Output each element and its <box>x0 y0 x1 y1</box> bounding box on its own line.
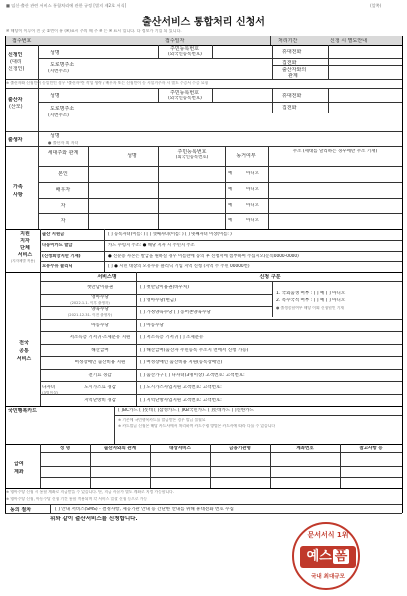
applicant-section-label: 신청인 <box>8 52 23 58</box>
national-row-service: 전기료 경감 <box>88 372 112 378</box>
national-row-divider <box>40 356 402 357</box>
local-section-l4: 서비스 <box>17 252 33 258</box>
family-row-yes[interactable]: 예 <box>228 171 233 176</box>
footer-note1: ※ 영아수당 신청 시 통합 계좌로 지급받을 수 있습니다. 단, 지급 사유가 별도 계좌로 지정 가능합니다. <box>6 490 174 494</box>
national-right-line1: 1. 국외출생 여부 : [ ] 예 [ ] 아니오 <box>276 291 346 296</box>
national-row-service: 양육수당 <box>91 307 109 312</box>
family-section-label2: 사항 <box>13 192 23 198</box>
card-note1: ※ 기존에 국민행복카드를 발급받은 경우 발급 불필요 <box>118 418 206 422</box>
national-row-service: 아동수당 <box>91 322 109 328</box>
baby-name-label: 성명 <box>50 133 60 139</box>
national-row-service: 여성장애인 출산비용 지원 <box>74 360 126 365</box>
seal-top-text: 문서서식 1위 <box>307 531 349 539</box>
family-col-name: 성명 <box>127 153 137 159</box>
national-right-line3: ● 출생종합여부 해당 이외 신청원인 기재 <box>276 306 345 310</box>
receipt-no-label: 접수번호 <box>12 38 32 44</box>
national-right-line2: 2. 복수국적 여부 : [ ] 예 [ ] 아니오 <box>276 298 346 303</box>
national-row-type[interactable]: [ ] 가정양육수당 [ ] 농어촌양육수당 <box>140 310 211 315</box>
applicant-address-label: 도로명주소 <box>50 62 75 68</box>
national-head-type: 신청 구분 <box>259 274 281 280</box>
national-row-divider <box>40 306 272 307</box>
local-section-l2: 지자 <box>20 238 30 244</box>
family-row-divider <box>38 213 402 214</box>
local-row-label: 다둥이카드 발급 <box>42 242 73 248</box>
baby-section-label: 출생자 <box>8 137 23 143</box>
notice-text: ※ 해당이 이루어 진 곳 ①번이 유 (※)표시 주의 해 주 ※ 는 ※ 표시 입니다. 다 정보가 기입 되 있니다. <box>6 29 182 33</box>
mother-phone-label: 집전화 <box>282 105 297 111</box>
applicant-mobile-label: 휴대전화 <box>282 49 302 55</box>
family-row-yes[interactable]: 예 <box>228 186 233 192</box>
card-options[interactable]: [ ]BC카드 [ ]롯데 [ ]삼성카드 [ ]KB국민카드 [ ]롯데카드 [ ]신한카드 <box>118 408 254 413</box>
form-title: 출산서비스 통합처리 신청서 <box>142 17 265 28</box>
extra-col-header: 계좌번호 <box>296 446 314 451</box>
local-row-label: 모유수유 클리닉 <box>42 264 73 270</box>
national-section-l1: 전국 <box>19 340 29 346</box>
local-section-sub: (지자체별 적용) <box>10 259 36 263</box>
page-side-label: (앞쪽) <box>370 3 382 8</box>
applicant-rrn-label: 주민등록번호 <box>170 46 199 52</box>
mother-section-label: 출산자 <box>8 97 23 103</box>
family-col-rrn: 주민등록번호 <box>177 149 207 155</box>
national-row-divider <box>40 294 272 295</box>
national-row-type[interactable]: [ ] 여성장애인 출산비용 지원(등록장애인) <box>140 360 223 365</box>
national-row-type[interactable]: [ ] 영아수당(현금) <box>140 297 176 303</box>
local-row-divider <box>40 261 402 262</box>
national-section-l3: 서비스 <box>16 356 32 362</box>
family-section-label: 가족 <box>13 184 23 190</box>
national-row-type[interactable]: [ ] 아동수당 <box>140 322 164 328</box>
applicant-relation-label: 출산자와의 <box>282 67 307 73</box>
local-row-text[interactable]: ● 신분증 사본은 발급을 원하실 경우 이름란에 동의 후 신청서에 첨부하여 주십시오(문의0000-0000) <box>108 253 299 259</box>
national-section-l2: 공통 <box>19 348 29 354</box>
national-row-service: 저소득층 기저귀·조제분유 지원 <box>69 335 131 340</box>
applicant-note: ※ 출산자와 신청인이 동일인인 경우 "출산자"란 작성 생략 / 배우자 또는 신청인이 동 시설거주자 시 별도 수증서 수증 요청 <box>6 81 209 85</box>
seal-brand: 예스 폼 <box>300 546 356 568</box>
family-row-no[interactable]: 아니오 <box>246 186 260 192</box>
local-section-l3: 단체 <box>20 245 30 251</box>
card-note2: ※ 카드발급 신청은 해당 카드사에서 처리하며 카드수령 방법은 카드사에 따라 다를 수 있습니다 <box>118 424 276 428</box>
national-row-divider <box>40 319 402 320</box>
extra-col-header: 참고사항 등 <box>359 446 383 451</box>
family-row-yes[interactable]: 예 <box>228 202 233 208</box>
form-reference: ■ 임신·출산 관련 서비스 통합처리에 관한 규정 [별지 제2호 서식] <box>6 3 127 8</box>
applicant-section-sub1: (대리 <box>10 59 22 65</box>
extra-section-label: 급여 <box>14 461 24 467</box>
extra-section-label2: 계좌 <box>14 469 24 475</box>
closing-statement: 위와 같이 출산서비스를 신청합니다. <box>50 516 138 522</box>
applicant-address-sub: (지번주소) <box>48 69 69 74</box>
family-row-divider <box>38 198 402 199</box>
energy-group-sub: (3명이상) <box>42 391 59 395</box>
national-row-service-sub: (2022.1.1. 이후 출생자) <box>70 300 110 305</box>
national-row-divider <box>40 381 402 382</box>
local-row-text[interactable]: [ ] ● 시민 대상의 모유수유 클리닉 기입 지역 신청 (지역 주 주민 00000번) <box>108 264 250 270</box>
extra-col-header: 금융기관명 <box>229 446 251 451</box>
family-row-relation: 자 <box>60 218 66 225</box>
local-row-divider <box>40 251 402 252</box>
family-row-no[interactable]: 아니오 <box>246 171 260 176</box>
applicant-rrn-sub: (외국인등록번호) <box>168 52 202 57</box>
applicant-name-label: 성명 <box>50 50 60 56</box>
family-col-relation: 세대주와 관계 <box>47 150 79 156</box>
family-row-no[interactable]: 아니오 <box>246 202 260 208</box>
family-row-relation: 본인 <box>58 171 68 177</box>
period-label: 처리기간 <box>278 38 298 44</box>
applicant-phone-label: 집전화 <box>282 60 297 66</box>
national-row-type[interactable]: [ ] 도시가스사업지원 고객번호: 고객번호: <box>140 385 222 390</box>
mother-rrn-sub: (외국인등록번호) <box>168 96 202 101</box>
local-row-divider <box>40 240 402 241</box>
mother-name-label: 성명 <box>50 93 60 99</box>
mother-address-sub: (지번주소) <box>48 113 69 118</box>
family-row-relation: 자 <box>60 202 66 209</box>
national-row-service: 도시가스료 경감 <box>84 385 116 390</box>
family-row-divider <box>38 182 402 183</box>
family-row-yes[interactable]: 예 <box>228 218 233 224</box>
national-row-service: 영아수당 <box>91 294 109 300</box>
national-row-divider <box>40 369 402 370</box>
family-row-no[interactable]: 아니오 <box>246 218 260 224</box>
applicant-section-sub2: 신청인) <box>8 66 25 72</box>
baby-note: ● 출산자 외 자녀 <box>48 141 79 145</box>
local-row-label: 출산 지원금 <box>42 232 65 237</box>
national-row-divider <box>40 331 402 332</box>
mother-address-label: 도로명주소 <box>50 106 75 112</box>
applicant-relation-label2: 관계 <box>288 73 298 79</box>
period-value: 신청 시 별도안내 <box>330 38 367 44</box>
local-row-text[interactable]: 카드 수령지 주소: ● 해당 지자 시 주민지 주소 <box>108 242 195 248</box>
national-row-type[interactable]: [ ] 출산가구 [ ] 다자녀(3명이상) 고객번호: 고객번호: <box>140 372 245 378</box>
national-row-type[interactable]: [ ] 첫만남이용권(바우처) <box>140 285 190 290</box>
card-section-label: 국민행복카드 <box>8 408 37 414</box>
seal-bottom-text: 국내 최대규모 <box>311 574 345 580</box>
national-row-divider <box>40 394 402 395</box>
local-row-text[interactable]: [ ] 등록자녀(이름: ) [ ] 셋째자녀(이름: ) [ ] 넷째자녀 이상(이름: ) <box>108 232 232 237</box>
footer-note2: ※ 영아수당 신청, 아동수당 신청 기간 통합 적용되며 각 서비스 일괄 신청 등으로 가능 <box>6 497 148 501</box>
agree-label: 동의 절차 <box>10 507 32 513</box>
family-col-cohabit: 동거여부 <box>236 153 256 159</box>
national-row-type[interactable]: [ ] 해산급여(출산자 주민등록 주소지 면에서 신청 가능) <box>140 347 249 353</box>
local-row-label: (신청희망지만 기재) <box>42 253 81 259</box>
mother-rrn-label: 주민등록번호 <box>170 90 199 96</box>
extra-col-header: 대상서비스 <box>169 446 191 451</box>
seal-stamp <box>292 522 360 590</box>
mother-mobile-label: 휴대전화 <box>282 93 302 99</box>
mother-section-sub: (산모) <box>9 104 23 110</box>
national-row-service: 첫만남이용권 <box>86 285 114 290</box>
agree-checkbox[interactable]: [ ] 안내 서비스(SMS) - 결정사항, 제공기관 안내 등 간단한 안내를 위해 휴대전화 번호 수집 <box>55 507 234 512</box>
energy-group-label: 다자녀 <box>42 385 56 390</box>
family-col-rrn-sub: (외국인등록번호) <box>175 155 209 160</box>
national-row-type[interactable]: [ ] 저소득층 기저귀 [ ] 조제분유 <box>140 335 204 340</box>
receipt-date-label: 접수일자 <box>165 38 185 44</box>
national-row-service: 해산급여 <box>91 347 109 353</box>
national-row-divider <box>40 344 402 345</box>
extra-col-header: 출산자와의 관계 <box>104 446 136 451</box>
national-row-type[interactable]: [ ] 지역난방사업지원 고객번호: 고객번호: <box>140 397 222 403</box>
family-row-relation: 배우자 <box>55 186 71 193</box>
extra-col-header: 성 명 <box>59 446 71 451</box>
national-head-service: 서비스명 <box>97 274 117 280</box>
local-section-l1: 지원 <box>20 231 30 237</box>
national-row-service-sub: (2021.12.31. 이전 출생자) <box>67 313 113 317</box>
family-col-address: 주소 (세대를 달리하는 경우에만 주소 기재) <box>292 149 378 154</box>
national-row-service: 지역난방비 경감 <box>84 397 116 403</box>
